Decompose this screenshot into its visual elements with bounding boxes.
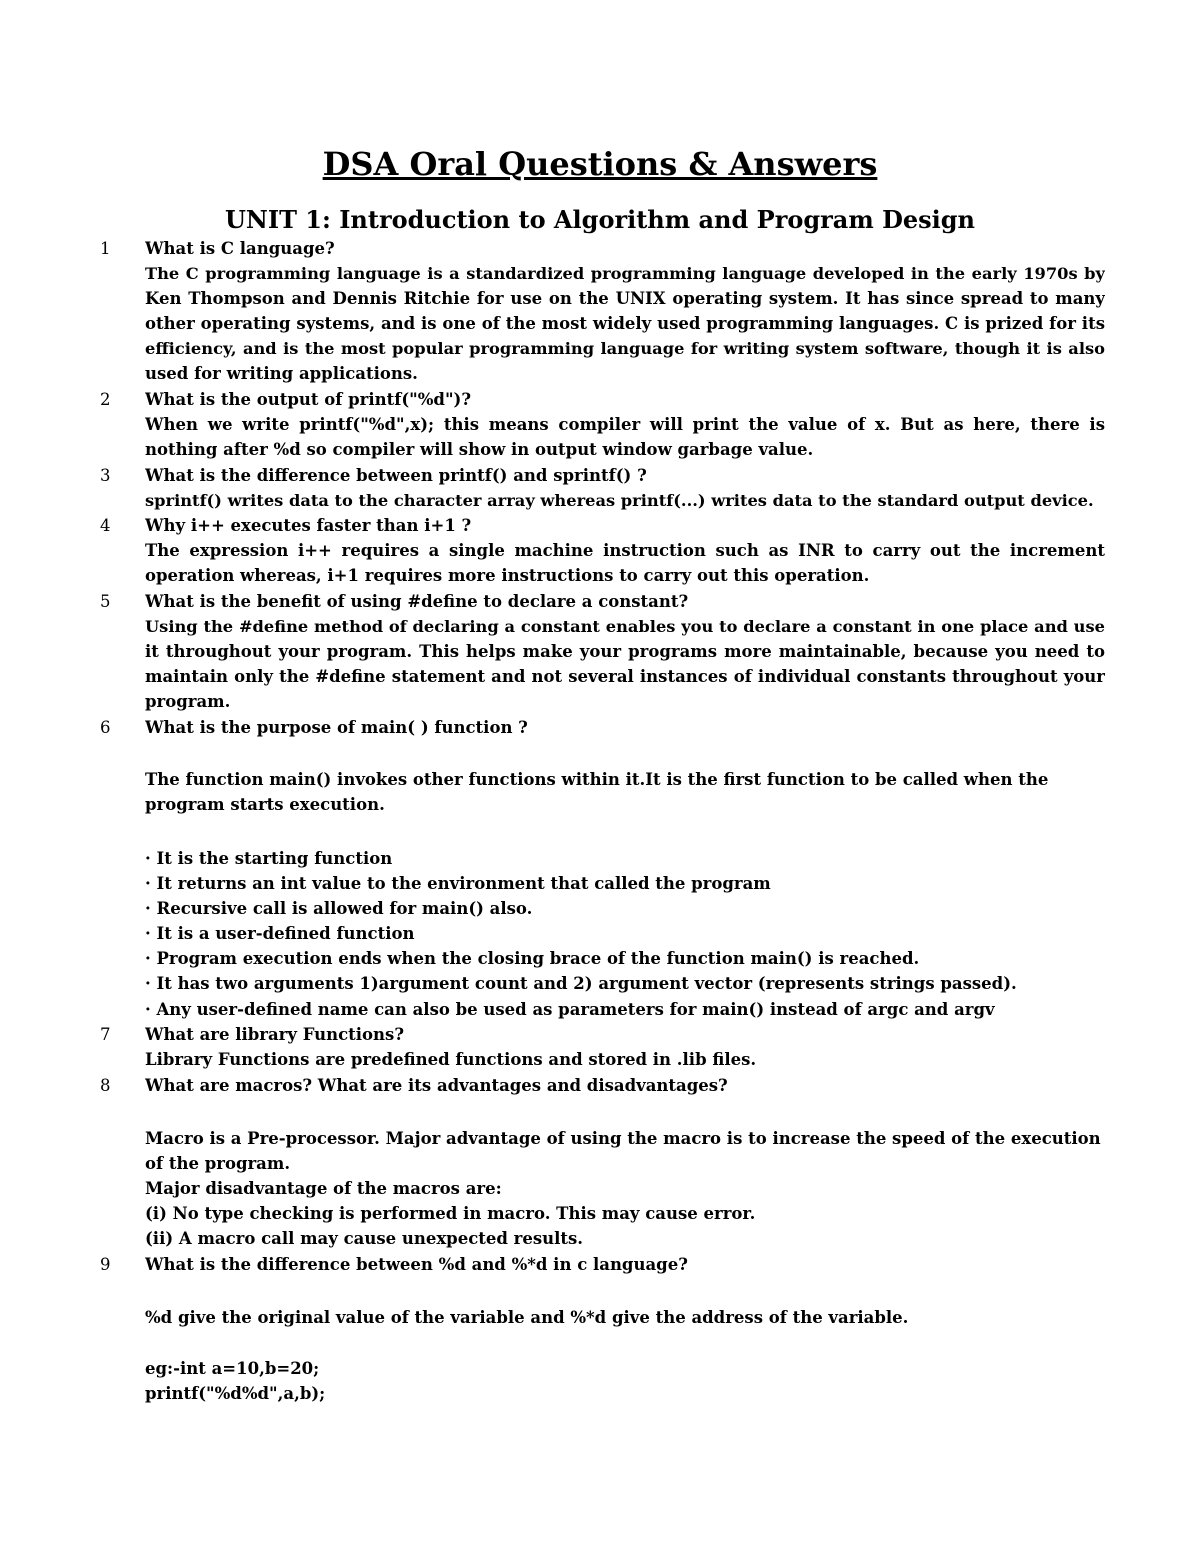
question-number: 6 bbox=[100, 718, 111, 737]
bullet-item: · Program execution ends when the closing brace of the function main() is reached. bbox=[145, 949, 920, 968]
question-text: What is the purpose of main( ) function ? bbox=[145, 718, 528, 737]
question-number: 7 bbox=[100, 1025, 111, 1044]
bullet-item: · It is the starting function bbox=[145, 849, 393, 868]
answer-line: %d give the original value of the variable and %*d give the address of the variable. bbox=[145, 1308, 909, 1327]
answer-line: Library Functions are predefined functions and stored in .lib files. bbox=[145, 1050, 757, 1069]
question-text: What is the difference between printf() and sprintf() ? bbox=[145, 466, 647, 485]
question-text: What are library Functions? bbox=[145, 1025, 405, 1044]
question-text: What is the difference between %d and %*d in c language? bbox=[145, 1255, 688, 1274]
answer-line: The C programming language is a standardized programming language developed in the early 1970s by bbox=[145, 264, 1105, 283]
bullet-item: · It is a user-defined function bbox=[145, 924, 415, 943]
answer-line: When we write printf("%d",x); this means compiler will print the value of x. But as here, there is bbox=[145, 415, 1105, 434]
bullet-item: · It has two arguments 1)argument count and 2) argument vector (represents strings passed). bbox=[145, 974, 1017, 993]
answer-line: Macro is a Pre-processor. Major advantage of using the macro is to increase the speed of the execution bbox=[145, 1129, 1101, 1148]
answer-line: Major disadvantage of the macros are: bbox=[145, 1179, 502, 1198]
answer-line: it throughout your program. This helps make your programs more maintainable, because you need to bbox=[145, 642, 1105, 661]
unit-title: UNIT 1: Introduction to Algorithm and Program Design bbox=[224, 205, 976, 234]
answer-line: (ii) A macro call may cause unexpected results. bbox=[145, 1229, 584, 1248]
answer-line: The function main() invokes other functions within it.It is the first function to be called when the bbox=[145, 770, 1049, 789]
answer-line: Ken Thompson and Dennis Ritchie for use on the UNIX operating system. It has since spread to many bbox=[145, 289, 1105, 308]
answer-line: (i) No type checking is performed in macro. This may cause error. bbox=[145, 1204, 756, 1223]
answer-line: program starts execution. bbox=[145, 795, 385, 814]
question-text: What are macros? What are its advantages and disadvantages? bbox=[145, 1076, 728, 1095]
code-line: eg:-int a=10,b=20; bbox=[145, 1359, 320, 1378]
answer-line: used for writing applications. bbox=[145, 364, 418, 383]
question-text: Why i++ executes faster than i+1 ? bbox=[145, 516, 472, 535]
question-number: 8 bbox=[100, 1076, 111, 1095]
question-text: What is the benefit of using #define to declare a constant? bbox=[145, 592, 689, 611]
question-number: 3 bbox=[100, 466, 111, 485]
bullet-item: · Any user-defined name can also be used as parameters for main() instead of argc and argv bbox=[145, 1000, 995, 1019]
answer-line: efficiency, and is the most popular programming language for writing system software, though it is also bbox=[145, 339, 1105, 358]
answer-line: program. bbox=[145, 692, 231, 711]
question-number: 4 bbox=[100, 516, 111, 535]
answer-line: of the program. bbox=[145, 1154, 291, 1173]
bullet-item: · It returns an int value to the environment that called the program bbox=[145, 874, 771, 893]
question-text: What is the output of printf("%d")? bbox=[145, 390, 472, 409]
answer-line: The expression i++ requires a single machine instruction such as INR to carry out the increment bbox=[145, 541, 1105, 560]
question-number: 5 bbox=[100, 592, 111, 611]
answer-line: Using the #define method of declaring a constant enables you to declare a constant in one place and use bbox=[145, 617, 1105, 636]
document-title: DSA Oral Questions & Answers bbox=[322, 145, 878, 183]
code-line: printf("%d%d",a,b); bbox=[145, 1384, 326, 1403]
answer-line: maintain only the #define statement and not several instances of individual constants throughout your bbox=[145, 667, 1105, 686]
bullet-item: · Recursive call is allowed for main() also. bbox=[145, 899, 533, 918]
answer-line: nothing after %d so compiler will show in output window garbage value. bbox=[145, 440, 814, 459]
answer-line: other operating systems, and is one of the most widely used programming languages. C is prized for its bbox=[145, 314, 1105, 333]
answer-line: operation whereas, i+1 requires more instructions to carry out this operation. bbox=[145, 566, 870, 585]
question-number: 2 bbox=[100, 390, 111, 409]
question-text: What is C language? bbox=[145, 239, 335, 258]
question-number: 1 bbox=[100, 239, 111, 258]
question-number: 9 bbox=[100, 1255, 111, 1274]
answer-line: sprintf() writes data to the character array whereas printf(...) writes data to the standard output device. bbox=[145, 491, 1094, 510]
